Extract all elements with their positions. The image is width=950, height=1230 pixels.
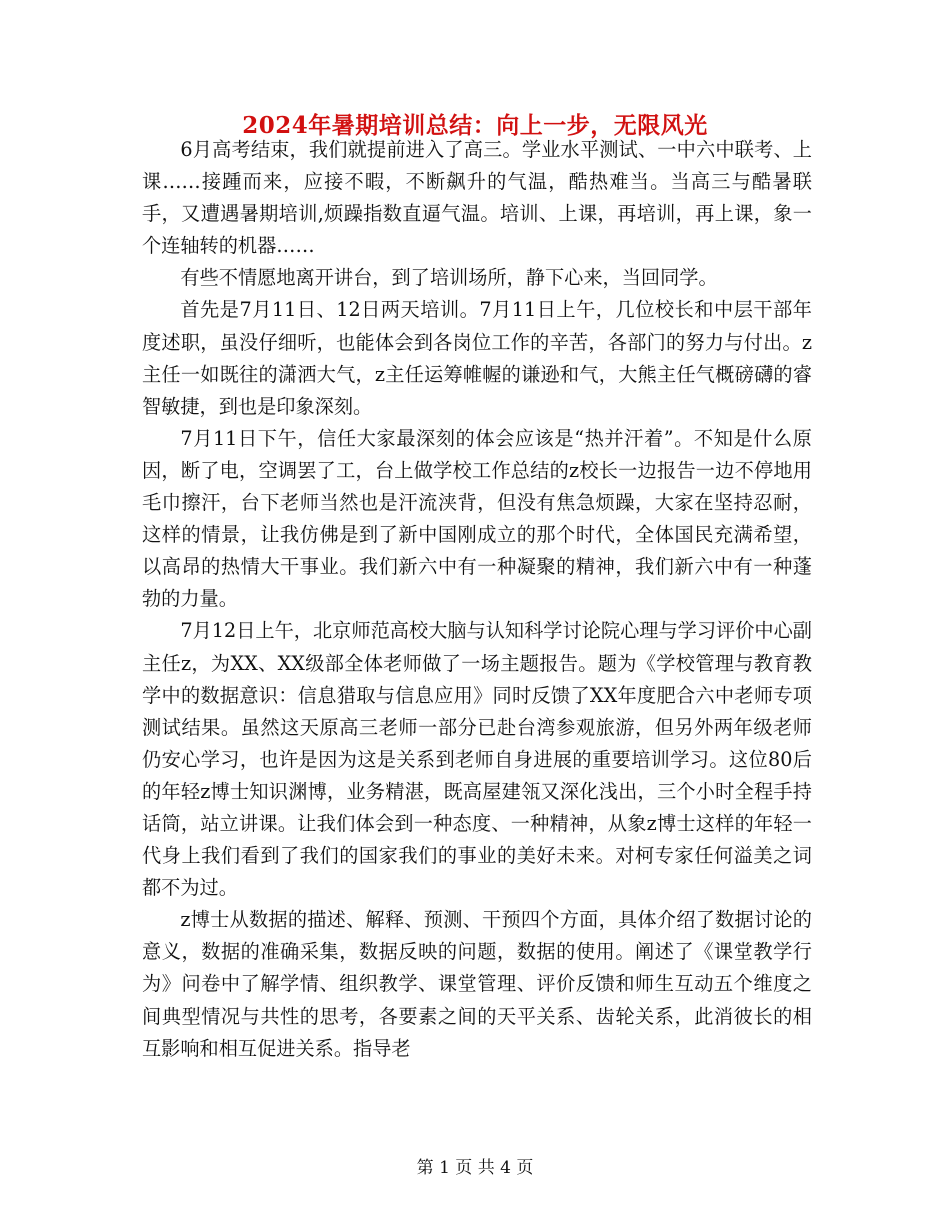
paragraph: 有些不情愿地离开讲台，到了培训场所，静下心来，当回同学。	[180, 266, 718, 290]
paragraph: 7月12日上午，北京师范高校大脑与认知科学讨论院心理与学习评价中心副主任z，为XX、XX级部全体老师做了一场主题报告。题为《学校管理与教育教学中的数据意识：信息猎取与信息应用》同时反馈了XX年度肥合六中老师专项测试结果。虽然这天原高三老师一部分已赴台湾参观旅游，但另外两年级老师仍安心学习，也许是因为这是关系到老师自身进展的重要培训学习。这位80后的年轻z博士知识渊博，业务精湛，既高屋建瓴又深化浅出，三个小时全程手持话筒，站立讲课。让我们体会到一种态度、一种精神，从象z博士这样的年轻一代身上我们看到了我们的国家我们的事业的美好未来。对柯专家任何溢美之词都不为过。	[142, 619, 812, 900]
paragraph: z博士从数据的描述、解释、预测、干预四个方面，具体介绍了数据讨论的意义，数据的准确采集，数据反映的问题，数据的使用。阐述了《课堂教学行为》问卷中了解学情、组织教学、课堂管理、评价反馈和师生互动五个维度之间典型情况与共性的思考，各要素之间的天平关系、齿轮关系，此消彼长的相互影响和相互促进关系。指导老	[142, 908, 812, 1060]
paragraph: 7月11日下午，信任大家最深刻的体会应该是“热并汗着”。不知是什么原因，断了电，空调罢了工，台上做学校工作总结的z校长一边报告一边不停地用毛巾擦汗，台下老师当然也是汗流浃背，但没有焦急烦躁，大家在坚持忍耐，这样的情景，让我仿佛是到了新中国刚成立的那个时代，全体国民充满希望，以高昂的热情大干事业。我们新六中有一种凝聚的精神，我们新六中有一种蓬勃的力量。	[142, 426, 812, 611]
document-title: 2024年暑期培训总结：向上一步，无限风光	[242, 112, 708, 139]
paragraph: 首先是7月11日、12日两天培训。7月11日上午，几位校长和中层干部年度述职，虽没仔细听，也能体会到各岗位工作的辛苦，各部门的努力与付出。z主任一如既往的潇洒大气，z主任运筹帷幄的谦逊和气，大熊主任气概磅礴的睿智敏捷，到也是印象深刻。	[142, 298, 812, 418]
page-number-footer: 第 1 页 共 4 页	[416, 1158, 534, 1178]
document-body	[142, 134, 812, 1065]
paragraph: 6月高考结束，我们就提前进入了高三。学业水平测试、一中六中联考、上课……接踵而来，应接不暇，不断飙升的气温，酷热难当。当高三与酷暑联手，又遭遇暑期培训,烦躁指数直逼气温。培训、上课，再培训，再上课，象一个连轴转的机器……	[142, 138, 812, 258]
